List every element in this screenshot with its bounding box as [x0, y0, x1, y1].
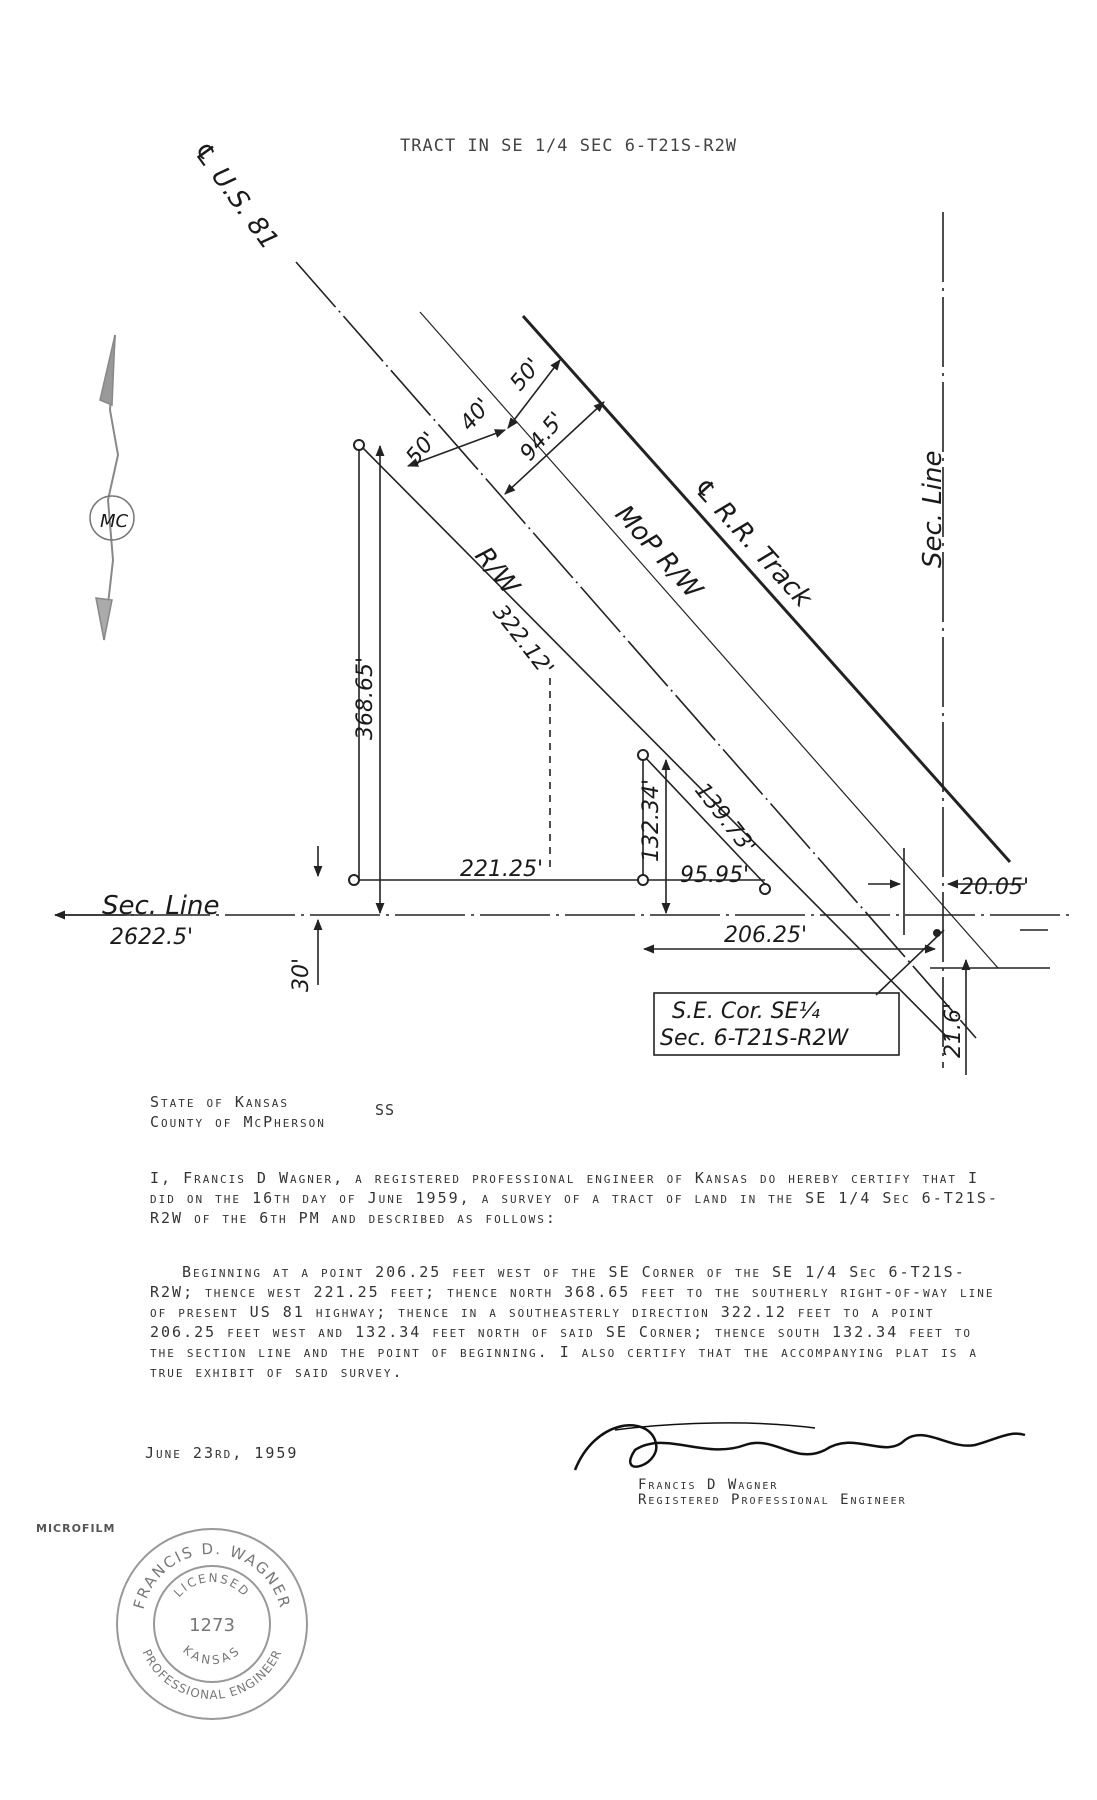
certificate-date: June 23rd, 1959: [145, 1444, 299, 1462]
leader-corner: [876, 930, 944, 995]
mop-row-label: MoP R/W: [608, 499, 708, 606]
signature-block: [638, 1478, 907, 1508]
north-arrow-letters: MC: [100, 511, 129, 532]
plat-title: TRACT IN SE 1/4 SEC 6-T21S-R2W: [400, 136, 738, 156]
tract-se-corner: [638, 875, 648, 885]
us81-centerline: [296, 262, 976, 1038]
svg-text:LICENSED: [171, 1571, 253, 1600]
corner-label-line1: S.E. Cor. SE¼: [672, 999, 820, 1024]
dim-132-34: 132.34': [639, 778, 664, 862]
seal-number: 1273: [189, 1615, 235, 1636]
north-arrow: [90, 335, 134, 640]
dim-368-65: 368.65': [353, 656, 378, 740]
dim-95-95: 95.95': [680, 863, 750, 888]
railroad-track: [523, 316, 1010, 862]
dim-21-6: 21.6': [941, 1002, 966, 1058]
seal-top-text: FRANCIS D. WAGNER: [129, 1539, 295, 1612]
corner-label-line2: Sec. 6-T21S-R2W: [660, 1026, 849, 1051]
dim-206-25: 206.25': [724, 923, 808, 948]
seal-state: KANSAS: [180, 1642, 244, 1668]
dim-139-73: 139.73': [689, 778, 761, 860]
seal-bottom-text: PROFESSIONAL ENGINEER: [139, 1647, 285, 1703]
venue-state: State of Kansas: [150, 1093, 289, 1111]
tract-end-point: [760, 884, 770, 894]
signature-name: Francis D Wagner: [638, 1477, 779, 1493]
dim-50b: 50': [505, 353, 547, 396]
svg-text:KANSAS: [180, 1643, 244, 1668]
venue-ss: SS: [375, 1101, 396, 1119]
tract-sw-corner: [349, 875, 359, 885]
sec-line-south-label: Sec. Line: [102, 891, 220, 921]
tract-nw-corner: [354, 440, 364, 450]
certificate-intro: I, Francis D Wagner, a registered professional engineer of Kansas do hereby certify that I did on the 16th day of June 1959, a survey of a tract of land in the SE 1/4 Sec 6-T21S-R2W of the 6th PM and described as follows:: [150, 1169, 999, 1227]
us81-label: ℄ U.S. 81: [186, 136, 285, 256]
dim-322-12: 322.12': [487, 600, 559, 682]
dim-40: 40': [455, 393, 497, 436]
dim-50a: 50': [401, 427, 443, 470]
dim-221-25: 221.25': [460, 857, 544, 882]
signature-title: Registered Professional Engineer: [638, 1492, 907, 1508]
dim-30: 30': [289, 957, 314, 992]
rr-track-label: ℄ R.R. Track: [686, 472, 818, 614]
certificate-description: Beginning at a point 206.25 feet west of the SE Corner of the SE 1/4 Sec 6-T21S-R2W; thence west 221.25 feet; thence north 368.65 feet to the southerly right-of-way line of present US 81 highway; thence in a southeasterly direction 322.12 feet to a point 206.25 feet west and 132.34 feet north of said SE Corner; thence south 132.34 feet to the section line and the point of beginning. I also certify that the accompanying plat is a true exhibit of said survey.: [150, 1263, 995, 1381]
microfilm-stamp: MICROFILM: [36, 1522, 116, 1535]
sec-line-distance: 2622.5': [110, 925, 194, 950]
dim-94-5: 94.5': [515, 407, 570, 466]
engineer-seal: [112, 1524, 312, 1724]
venue-block: [150, 1092, 396, 1132]
seal-middle-text: LICENSED: [170, 1570, 253, 1600]
sec-line-east-label: Sec. Line: [918, 450, 948, 568]
dim-20-05: 20.05': [960, 875, 1030, 900]
tract-ne-corner: [638, 750, 648, 760]
row-label: R/W: [468, 541, 525, 602]
venue-county: County of McPherson: [150, 1113, 326, 1131]
section-corner-point: [934, 930, 940, 936]
